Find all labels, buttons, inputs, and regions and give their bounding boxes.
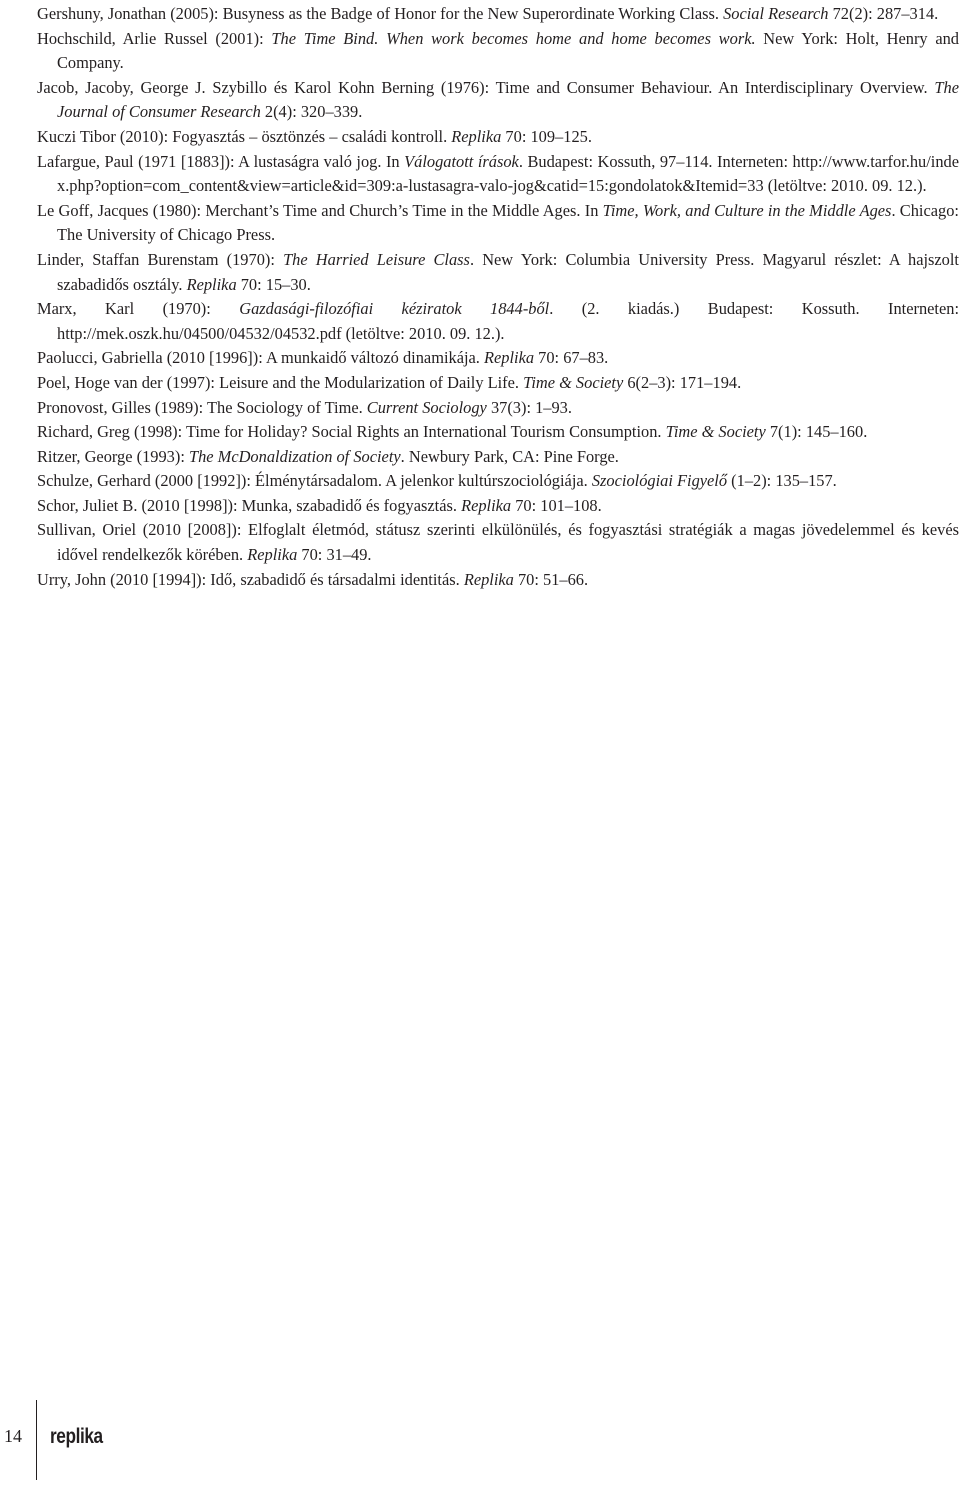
reference-text: Ritzer, George (1993): <box>37 446 189 466</box>
reference-entry <box>37 568 959 593</box>
reference-text: Kuczi Tibor (2010): Fogyasztás – ösztönzés – családi kontroll. <box>37 126 452 146</box>
reference-text: Schor, Juliet B. (2010 [1998]): Munka, szabadidő és fogyasztás. <box>37 495 462 515</box>
reference-title-italic: Gazdasági-filozófiai kéziratok 1844-ből <box>239 299 550 319</box>
reference-text: 2(4): 320–339. <box>260 102 363 122</box>
reference-title-italic: The McDonaldization of Society <box>188 446 401 466</box>
reference-text: Paolucci, Gabriella (2010 [1996]): A munkaidő változó dinamikája. <box>37 348 484 368</box>
reference-title-italic: The Time Bind. When work becomes home and home becomes work. <box>271 28 756 48</box>
reference-entry <box>37 248 959 297</box>
reference-title-italic: Replika <box>463 569 514 589</box>
reference-entry <box>37 2 959 27</box>
reference-entry <box>37 469 959 494</box>
reference-entry <box>37 371 959 396</box>
reference-text: Marx, Karl (1970): <box>37 299 240 319</box>
reference-entry <box>37 125 959 150</box>
reference-text: Sullivan, Oriel (2010 [2008]): Elfoglalt életmód, státusz szerinti elkülönülés, és fogyasztási stratégiák a magas jövedelemmel és kevés idővel rendelkezők körében. <box>37 520 959 565</box>
reference-title-italic: Time & Society <box>665 422 766 442</box>
reference-text: . Newbury Park, CA: Pine Forge. <box>400 446 619 466</box>
reference-text: Jacob, Jacoby, George J. Szybillo és Karol Kohn Berning (1976): Time and Consumer Behaviour. An Interdisciplinary Overview. <box>37 77 935 97</box>
reference-text: . Budapest: Kossuth, 97–114. Interneten: <box>518 151 793 171</box>
reference-text: 7(1): 145–160. <box>765 422 868 442</box>
reference-text: (letöltve: 2010. 09. 12.). <box>763 176 927 196</box>
page-footer <box>0 1400 960 1486</box>
reference-entry <box>37 518 959 567</box>
reference-title-italic: The Journal of Consumer Research <box>57 77 959 122</box>
reference-title-italic: Social Research <box>723 4 829 23</box>
reference-entry <box>37 150 959 199</box>
reference-text: New York: Holt, Henry and Company. <box>57 28 959 73</box>
reference-text: Schulze, Gerhard (2000 [1992]): Élménytársadalom. A jelenkor kultúrszociológiája. <box>37 471 592 491</box>
reference-text: Gershuny, Jonathan (2005): Busyness as the Badge of Honor for the New Superordinate Working Class. <box>37 4 724 23</box>
reference-title-italic: Válogatott írások <box>404 151 519 171</box>
reference-text: . Chicago: The University of Chicago Press. <box>57 200 959 245</box>
reference-text: 37(3): 1–93. <box>486 397 572 417</box>
reference-entry <box>37 76 959 125</box>
reference-text: (1–2): 135–157. <box>727 471 837 491</box>
reference-text: Linder, Staffan Burenstam (1970): <box>37 249 284 269</box>
reference-list <box>37 2 959 592</box>
reference-text: Lafargue, Paul (1971 [1883]): A lustaságra való jog. In <box>37 151 405 171</box>
reference-title-italic: Time & Society <box>523 372 624 392</box>
reference-entry <box>37 199 959 248</box>
reference-text: . New York: Columbia University Press. Magyarul részlet: A hajszolt szabadidős osztály. <box>57 249 959 294</box>
reference-entry <box>37 420 959 445</box>
reference-text: 70: 51–66. <box>513 569 589 589</box>
reference-text: 6(2–3): 171–194. <box>623 372 742 392</box>
reference-entry <box>37 494 959 519</box>
reference-entry <box>37 297 959 346</box>
reference-entry <box>37 27 959 76</box>
reference-title-italic: Szociológiai Figyelő <box>591 471 728 491</box>
reference-text: Pronovost, Gilles (1989): The Sociology of Time. <box>37 397 367 417</box>
reference-url: http://www.tarfor.hu/index.php?option=com_content&view=article&id=309:a-lustasagra-valo-jog&catid=15:gondolatok&Itemid=33 <box>57 151 960 196</box>
footer-divider <box>36 1400 37 1480</box>
reference-entry <box>37 396 959 421</box>
reference-title-italic: Replika <box>461 495 512 515</box>
reference-text: 70: 31–49. <box>297 545 372 565</box>
reference-text: Urry, John (2010 [1994]): Idő, szabadidő és társadalmi identitás. <box>37 569 464 589</box>
reference-title-italic: Replika <box>484 348 535 368</box>
reference-entry <box>37 445 959 470</box>
reference-text: . (2. kiadás.) Budapest: Kossuth. Interneten: http://mek.oszk.hu/04500/04532/04532.pdf (letöltve: 2010. 09. 12.). <box>57 299 959 343</box>
reference-text: Hochschild, Arlie Russel (2001): <box>37 28 272 48</box>
reference-title-italic: Replika <box>451 126 502 146</box>
reference-text: 70: 101–108. <box>511 495 602 515</box>
reference-text: 70: 109–125. <box>501 126 592 146</box>
reference-text: 72(2): 287–314. <box>828 4 939 23</box>
page-number: 14 <box>4 1426 22 1446</box>
reference-text: 70: 15–30. <box>236 274 311 294</box>
reference-title-italic: Current Sociology <box>366 397 487 417</box>
reference-title-italic: Replika <box>247 545 298 565</box>
reference-title-italic: The Harried Leisure Class <box>283 249 470 269</box>
reference-entry <box>37 346 959 371</box>
reference-title-italic: Time, Work, and Culture in the Middle Ages <box>602 200 892 220</box>
reference-text: Richard, Greg (1998): Time for Holiday? Social Rights an International Tourism Consumption. <box>37 422 666 442</box>
reference-text: Poel, Hoge van der (1997): Leisure and the Modularization of Daily Life. <box>37 372 524 392</box>
replika-logo: replika <box>50 1425 103 1448</box>
reference-title-italic: Replika <box>186 274 237 294</box>
reference-text: Le Goff, Jacques (1980): Merchant’s Time and Church’s Time in the Middle Ages. In <box>37 200 603 220</box>
reference-text: 70: 67–83. <box>534 348 609 368</box>
